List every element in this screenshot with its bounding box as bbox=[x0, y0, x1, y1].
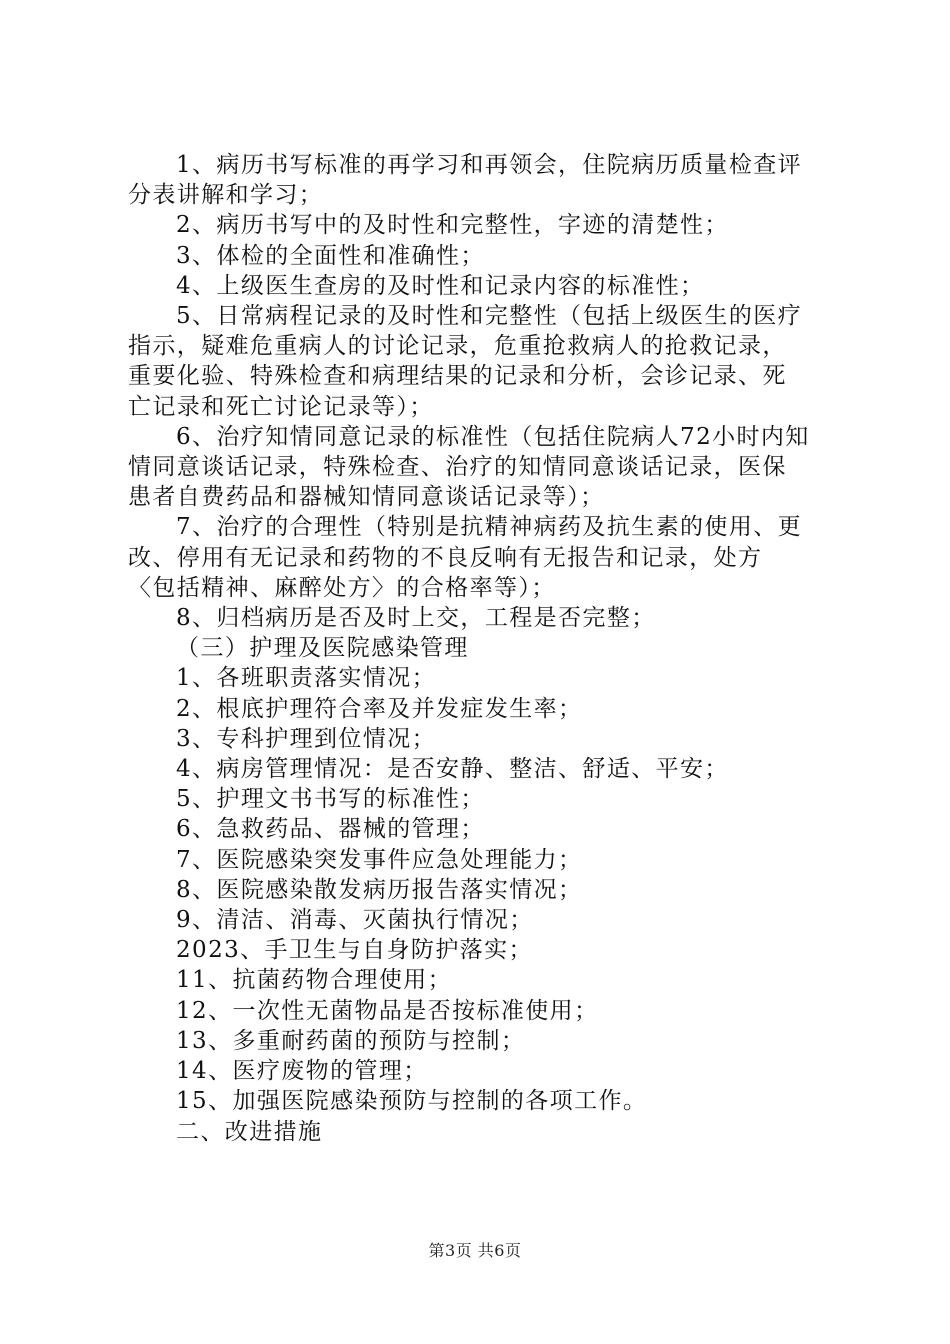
text-line: 6、治疗知情同意记录的标准性（包括住院病人72小时内知 bbox=[176, 423, 810, 450]
text-line: 14、医疗废物的管理； bbox=[176, 1058, 428, 1085]
text-line: 9、清洁、消毒、灭菌执行情况； bbox=[176, 907, 534, 934]
text-line: 重要化验、特殊检查和病理结果的记录和分析，会诊记录、死 bbox=[128, 363, 787, 390]
text-line: 12、一次性无菌物品是否按标准使用； bbox=[176, 997, 599, 1024]
text-line: 5、日常病程记录的及时性和完整性（包括上级医生的医疗 bbox=[176, 303, 803, 330]
page-footer: 第3页 共6页 bbox=[428, 1241, 522, 1260]
text-line: 2023、手卫生与自身防护落实； bbox=[176, 937, 533, 964]
text-line: 2、根底护理符合率及并发症发生率； bbox=[176, 695, 583, 722]
text-line: 8、归档病历是否及时上交，工程是否完整； bbox=[176, 605, 656, 632]
text-line: 1、病历书写标准的再学习和再领会，住院病历质量检查评 bbox=[176, 152, 803, 178]
text-line: 11、抗菌药物合理使用； bbox=[176, 967, 453, 994]
text-line: 改、停用有无记录和药物的不良反响有无报告和记录，处方 bbox=[128, 544, 763, 571]
text-line: 患者自费药品和器械知情同意谈话记录等）； bbox=[128, 484, 605, 511]
text-line: 2、病历书写中的及时性和完整性，字迹的清楚性； bbox=[176, 212, 729, 239]
text-line: 6、急救药品、器械的管理； bbox=[176, 816, 485, 843]
text-line: 分表讲解和学习； bbox=[128, 182, 324, 209]
text-line: 指示，疑难危重病人的讨论记录，危重抢救病人的抢救记录， bbox=[128, 333, 787, 360]
text-line: 情同意谈话记录，特殊检查、治疗的知情同意谈话记录，医保 bbox=[128, 454, 787, 481]
text-line: 亡记录和死亡讨论记录等）； bbox=[128, 393, 434, 420]
text-line: 3、专科护理到位情况； bbox=[176, 725, 437, 752]
text-line: 3、体检的全面性和准确性； bbox=[176, 242, 485, 269]
text-line: 4、病房管理情况：是否安静、整洁、舒适、平安； bbox=[176, 756, 729, 783]
text-line: 7、治疗的合理性（特别是抗精神病药及抗生素的使用、更 bbox=[176, 514, 803, 541]
text-line: 13、多重耐药菌的预防与控制； bbox=[176, 1027, 526, 1054]
text-line: （三）护理及医院感染管理 bbox=[176, 635, 469, 662]
document-body bbox=[128, 150, 828, 1147]
text-line: 〈包括精神、麻醉处方〉的合格率等）； bbox=[128, 574, 556, 601]
text-line: 1、各班职责落实情况； bbox=[176, 665, 437, 692]
text-line: 4、上级医生查房的及时性和记录内容的标准性； bbox=[176, 272, 705, 299]
text-line: 二、改进措施 bbox=[176, 1118, 323, 1145]
text-line: 5、护理文书书写的标准性； bbox=[176, 786, 485, 813]
text-line: 7、医院感染突发事件应急处理能力； bbox=[176, 846, 583, 873]
text-line: 8、医院感染散发病历报告落实情况； bbox=[176, 876, 583, 903]
text-line: 15、加强医院感染预防与控制的各项工作。 bbox=[176, 1088, 648, 1115]
